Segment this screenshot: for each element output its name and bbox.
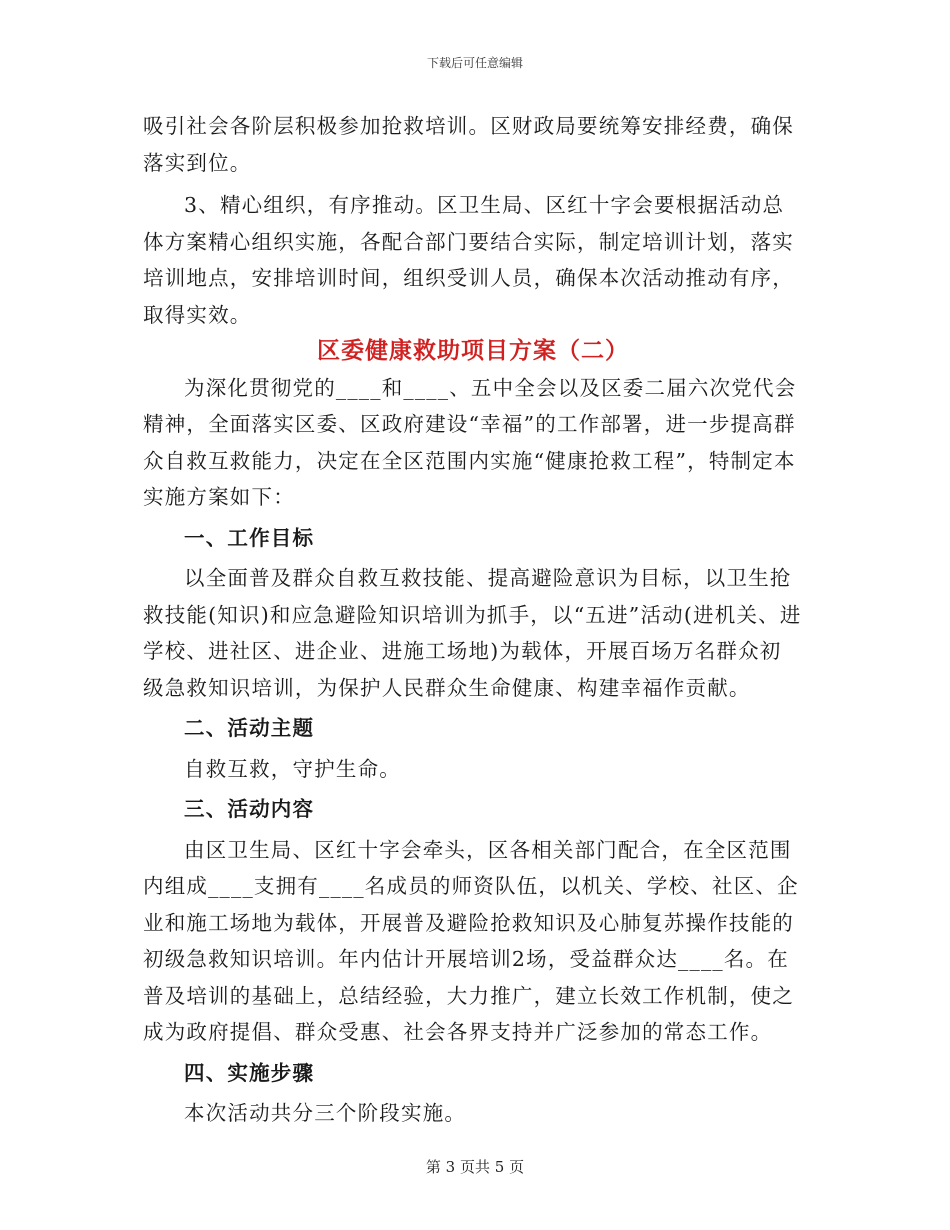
paragraph-activity-theme: 自救互救，守护生命。 — [184, 756, 401, 781]
paragraph-intro: 为深化贯彻党的____和____、五中全会以及区委二届六次党代会精神，全面落实区委、区政府建设“幸福”的工作部署，进一步提高群众自救互救能力，决定在全区范围内实施“健康抢救工程”，特制定本实施方案如下： — [143, 375, 797, 509]
paragraph-work-goal: 以全面普及群众自救互救技能、提高避险意识为目标，以卫生抢救技能(知识)和应急避险知识培训为抓手，以“五进”活动(进机关、进学校、进社区、进企业、进施工场地)为载体，开展百场万名群众初级急救知识培训，为保护人民群众生命健康、构建幸福作贡献。 — [143, 566, 802, 700]
paragraph-continued: 吸引社会各阶层积极参加抢救培训。区财政局要统筹安排经费，确保落实到位。 — [143, 114, 794, 175]
heading-work-goal: 一、工作目标 — [184, 525, 315, 550]
paragraph-implementation-steps: 本次活动共分三个阶段实施。 — [184, 1101, 467, 1125]
heading-implementation-steps: 四、实施步骤 — [184, 1060, 315, 1085]
heading-activity-content: 三、活动内容 — [184, 797, 315, 821]
heading-activity-theme: 二、活动主题 — [184, 716, 315, 740]
paragraph-organize: 3、精心组织，有序推动。区卫生局、区红十字会要根据活动总体方案精心组织实施，各配合部门要结合实际，制定培训计划，落实培训地点，安排培训时间，组织受训人员，确保本次活动推动有序，取得实效。 — [143, 193, 794, 327]
section-title: 区委健康救助项目方案（二） — [317, 337, 629, 364]
paragraph-activity-content: 由区卫生局、区红十字会牵头，区各相关部门配合，在全区范围内组成____支拥有____名成员的师资队伍，以机关、学校、社区、企业和施工场地为载体，开展普及避险抢救知识及心肺复苏操作技能的初级急救知识培训。年内估计开展培训2场，受益群众达____名。在普及培训的基础上，总结经验，大力推广，建立长效工作机制，使之成为政府提倡、群众受惠、社会各界支持并广泛参加的常态工作。 — [143, 837, 799, 1044]
document-body — [143, 108, 803, 1132]
page-footer: 第 3 页共 5 页 — [425, 1158, 525, 1176]
page-header: 下载后可任意编辑 — [426, 56, 523, 70]
